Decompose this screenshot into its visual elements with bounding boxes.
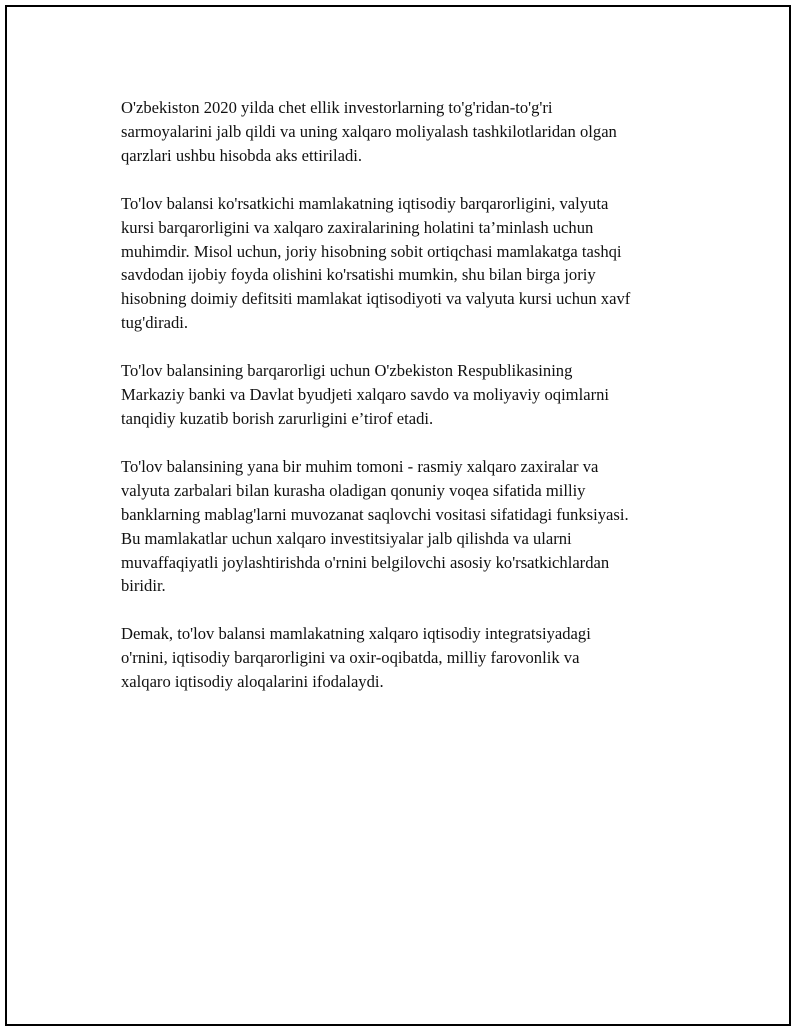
paragraph-1: O'zbekiston 2020 yilda chet ellik investorlarning to'g'ridan-to'g'ri sarmoyalarini jalb qildi va uning xalqaro moliyalash tashkilotlaridan olgan qarzlari ushbu hisobda aks ettiriladi. [121,98,617,165]
paragraph-3: To'lov balansining barqarorligi uchun O'zbekiston Respublikasining Markaziy banki va Davlat byudjeti xalqaro savdo va moliyaviy oqimlarni tanqidiy kuzatib borish zarurligini e’tirof etadi. [121,361,610,428]
paragraph-5: Demak, to'lov balansi mamlakatning xalqaro iqtisodiy integratsiyadagi o'rnini, iqtisodiy barqarorligini va oxir-oqibatda, milliy farovonlik va xalqaro iqtisodiy aloqalarini ifodalaydi. [121,624,591,692]
paragraph-4: To'lov balansining yana bir muhim tomoni - rasmiy xalqaro zaxiralar va valyuta zarbalari bilan kurasha oladigan qonuniy voqea sifatida milliy banklarning mablag'larni muvozanat saqlovchi vositasi sifatidagi funksiyasi. Bu mamlakatlar uchun xalqaro investitsiyalar jalb qilishda va ularni muvaffaqiyatli joylashtirishda o'rnini belgilovchi asosiy ko'rsatkichlardan biridir. [121,456,629,596]
document-body [121,96,701,718]
paragraph-2: To'lov balansi ko'rsatkichi mamlakatning iqtisodiy barqarorligini, valyuta kursi barqarorligini va xalqaro zaxiralarining holatini ta’minlash uchun muhimdir. Misol uchun, joriy hisobning sobit ortiqchasi mamlakatga tashqi savdodan ijobiy foyda olishini ko'rsatishi mumkin, shu bilan birga joriy hisobning doimiy defitsiti mamlakat iqtisodiyoti va valyuta kursi uchun xavf tug'diradi. [121,193,631,333]
document-page [5,5,791,1026]
